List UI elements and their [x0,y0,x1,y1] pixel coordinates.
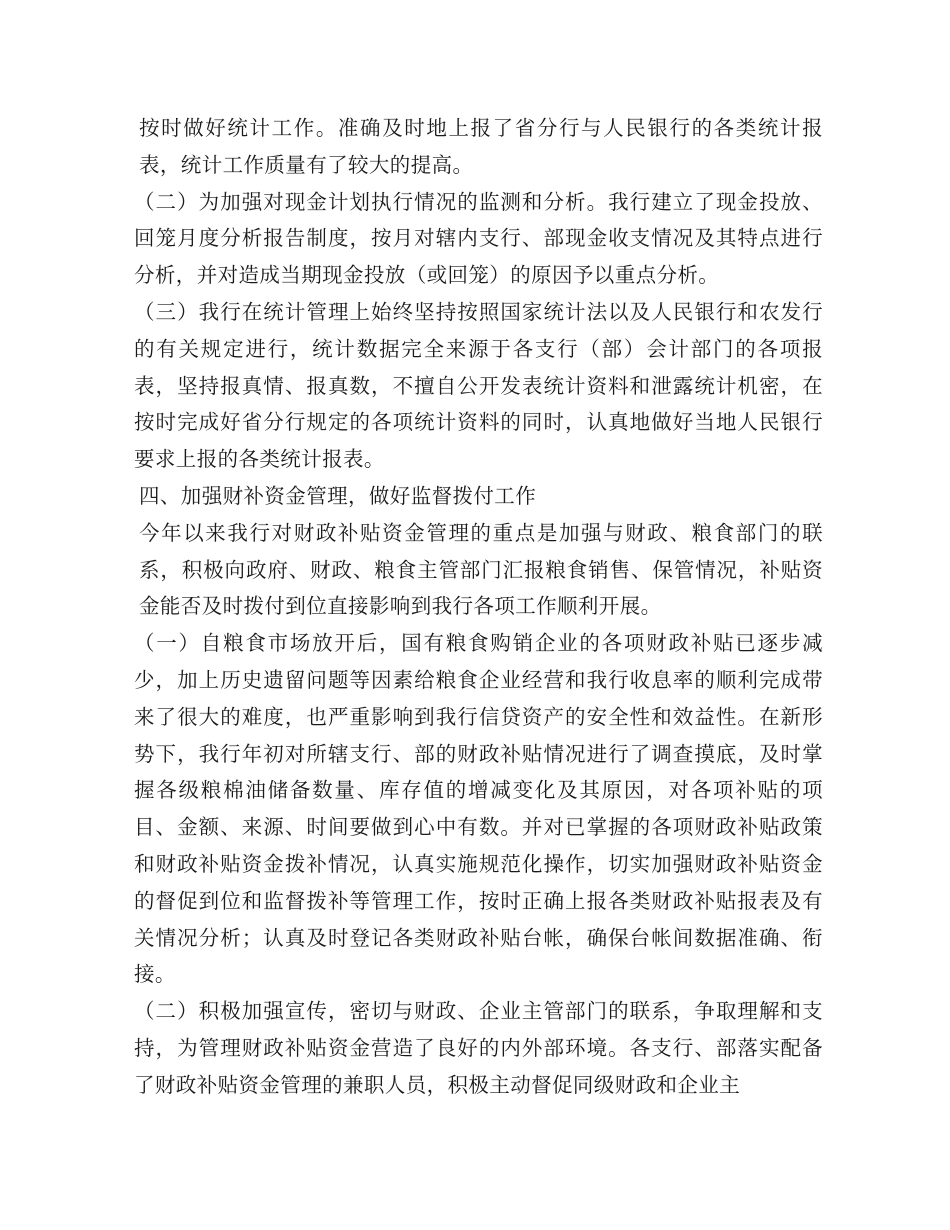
paragraph-cash-monitoring: （二）为加强对现金计划执行情况的监测和分析。我行建立了现金投放、回笼月度分析报告制度，按月对辖内支行、部现金收支情况及其特点进行分析，并对造成当期现金投放（或回笼）的原因予以重点分析。 [134,189,823,288]
paragraph-subsidy-item-two: （二）积极加强宣传，密切与财政、企业主管部门的联系，争取理解和支持，为管理财政补贴资金营造了良好的内外部环境。各支行、部落实配备了财政补贴资金管理的兼职人员，积极主动督促同级财政和企业主 [134,999,823,1097]
paragraph-statistics-continued: 按时做好统计工作。准确及时地上报了省分行与人民银行的各类统计报表，统计工作质量有了较大的提高。 [139,116,823,177]
paragraph-subsidy-overview: 今年以来我行对财政补贴资金管理的重点是加强与财政、粮食部门的联系，积极向政府、财政、粮食主管部门汇报粮食销售、保管情况，补贴资金能否及时拨付到位直接影响到我行各项工作顺利开展。 [139,520,823,619]
paragraph-statistics-management: （三）我行在统计管理上始终坚持按照国家统计法以及人民银行和农发行的有关规定进行，统计数据完全来源于各支行（部）会计部门的各项报表，坚持报真情、报真数，不擅自公开发表统计资料和泄露统计机密，在按时完成好省分行规定的各项统计资料的同时，认真地做好当地人民银行要求上报的各类统计报表。 [134,299,823,472]
section-heading-subsidy-management: 四、加强财补资金管理，做好监督拨付工作 [139,483,537,508]
document-body [134,110,823,1104]
paragraph-subsidy-item-one: （一）自粮食市场放开后，国有粮食购销企业的各项财政补贴已逐步减少，加上历史遗留问题等因素给粮食企业经营和我行收息率的顺利完成带来了很大的难度，也严重影响到我行信贷资产的安全性和效益性。在新形势下，我行年初对所辖支行、部的财政补贴情况进行了调查摸底，及时掌握各级粮棉油储备数量、库存值的增减变化及其原因，对各项补贴的项目、金额、来源、时间要做到心中有数。并对已掌握的各项财政补贴政策和财政补贴资金拨补情况，认真实施规范化操作，切实加强财政补贴资金的督促到位和监督拨补等管理工作，按时正确上报各类财政补贴报表及有关情况分析；认真及时登记各类财政补贴台帐，确保台帐间数据准确、衔接。 [134,631,823,987]
